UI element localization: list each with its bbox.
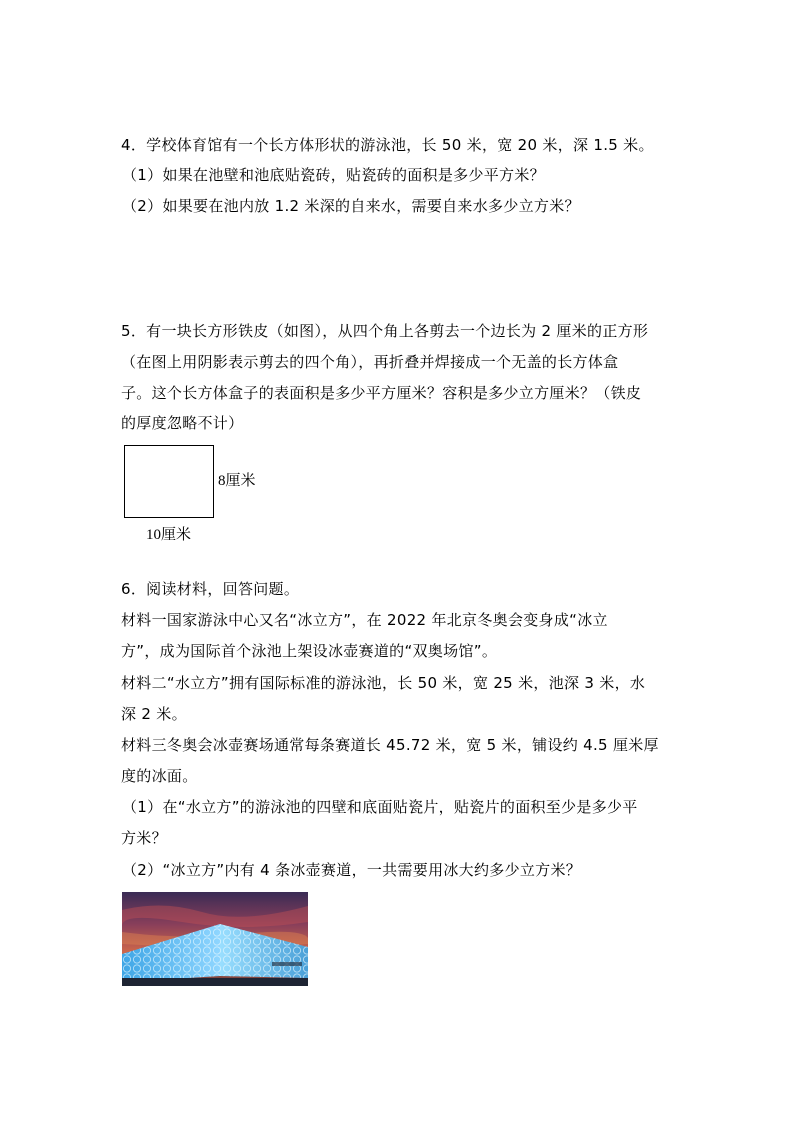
q6-material3-line1: 材料三冬奥会冰壶赛场通常每条赛道长 45.72 米，宽 5 米，铺设约 4.5 厘米厚 [121, 736, 659, 754]
width-label: 10厘米 [146, 527, 192, 543]
q6-sub2: （2）“冰立方”内有 4 条冰壶赛道，一共需要用冰大约多少立方米？ [122, 861, 582, 879]
q6-material3-line2: 度的冰面。 [121, 767, 198, 785]
q5-line1: 5．有一块长方形铁皮（如图），从四个角上各剪去一个边长为 2 厘米的正方形 [121, 322, 649, 340]
q5-line2: （在图上用阴影表示剪去的四个角），再折叠并焊接成一个无盖的长方体盒 [121, 353, 619, 371]
q6-material2-line1: 材料二“水立方”拥有国际标准的游泳池，长 50 米，宽 25 米，池深 3 米，水 [121, 674, 646, 692]
q6-sub1-line1: （1）在“水立方”的游泳池的四壁和底面贴瓷片，贴瓷片的面积至少是多少平 [122, 798, 638, 816]
q6-material2-line2: 深 2 米。 [121, 705, 187, 723]
height-label: 8厘米 [218, 473, 256, 489]
q6-material1-line1: 材料一国家游泳中心又名“冰立方”，在 2022 年北京冬奥会变身成“冰立 [121, 611, 608, 629]
q6-sub1-line2: 方米？ [121, 829, 167, 847]
q6-stem: 6．阅读材料，回答问题。 [121, 580, 300, 598]
q5-line3: 子。这个长方体盒子的表面积是多少平方厘米？容积是多少立方厘米？（铁皮 [121, 384, 642, 402]
iron-sheet-rectangle [124, 445, 214, 518]
q4-sub1: （1）如果在池壁和池底贴瓷砖，贴瓷砖的面积是多少平方米？ [122, 166, 545, 184]
q6-material1-line2: 方”，成为国际首个泳池上架设冰壶赛道的“双奥场馆”。 [121, 642, 498, 660]
q4-sub2: （2）如果要在池内放 1.2 米深的自来水，需要自来水多少立方米？ [122, 197, 580, 215]
q5-line4: 的厚度忽略不计） [121, 414, 244, 432]
water-cube-photo [122, 892, 308, 986]
q4-stem: 4．学校体育馆有一个长方体形状的游泳池，长 50 米，宽 20 米，深 1.5 米。 [121, 136, 654, 154]
